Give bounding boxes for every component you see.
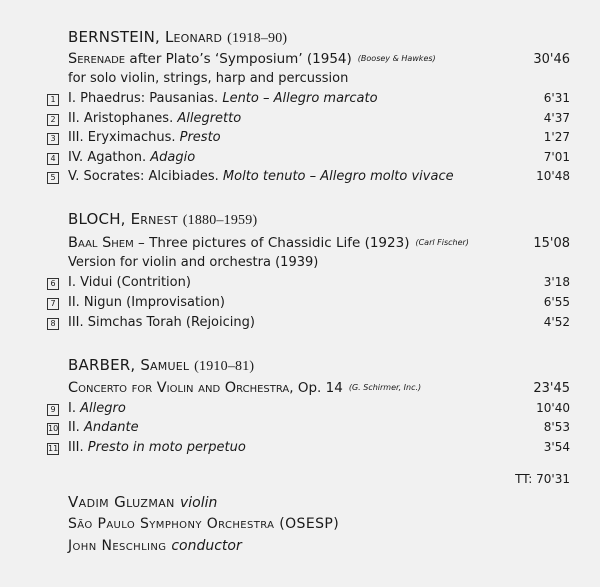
composer-dates: (1880–1959)	[182, 213, 258, 228]
work-title-line	[68, 380, 421, 396]
track-number-box: 11	[48, 444, 59, 453]
track-title-text: V. Socrates: Alcibiades.	[68, 169, 223, 184]
track-duration: 10'40	[536, 401, 570, 415]
work-title-rest: , Op. 14	[289, 380, 343, 396]
composer-heading	[68, 356, 254, 375]
work-subtitle: Version for violin and orchestra (1939)	[68, 255, 319, 270]
publisher: (G. Schirmer, Inc.)	[348, 383, 422, 392]
work-title-rest: – Three pictures of Chassidic Life (1923)	[133, 235, 410, 251]
work-title-line	[68, 51, 436, 67]
track-title	[68, 150, 195, 165]
track-duration: 7'01	[543, 150, 570, 164]
track-title-text: II.	[68, 420, 84, 435]
performer-role: violin	[179, 495, 218, 511]
performer-name: Vadim Gluzman	[68, 493, 175, 511]
composer-dates: (1910–81)	[194, 359, 255, 374]
track-number-box: 8	[47, 318, 59, 330]
track-row[interactable]	[0, 91, 600, 111]
track-title-text: III.	[68, 440, 88, 455]
track-number-box: 9	[47, 404, 59, 416]
work-title: Concerto for Violin and Orchestra	[68, 380, 290, 396]
track-title	[68, 275, 191, 290]
track-tempo: Andante	[83, 420, 139, 435]
performer-soloist	[68, 493, 217, 511]
track-title	[68, 111, 241, 126]
work-title: Serenade	[68, 51, 126, 67]
track-title-text: I. Vidui (Contrition)	[68, 275, 191, 290]
track-row[interactable]	[0, 275, 600, 295]
work-title-rest: after Plato’s ‘Symposium’ (1954)	[125, 51, 352, 67]
track-row[interactable]	[0, 169, 600, 189]
track-duration: 8'53	[543, 420, 570, 434]
total-time: TT: 70'31	[515, 472, 570, 486]
track-number-box: 1	[47, 94, 59, 106]
work-duration: 30'46	[533, 52, 570, 67]
composer-surname: BARBER,	[68, 356, 136, 374]
work-duration: 23'45	[533, 381, 570, 396]
publisher: (Carl Fischer)	[415, 238, 469, 247]
composer-heading	[68, 28, 287, 47]
track-number-box: 5	[47, 172, 59, 184]
track-title	[68, 440, 246, 455]
track-duration: 3'18	[543, 275, 570, 289]
track-title-text: III. Eryximachus.	[68, 130, 180, 145]
composer-heading	[68, 210, 257, 229]
performer-role: conductor	[171, 538, 242, 554]
track-tempo: Presto	[179, 130, 221, 145]
track-duration: 3'54	[543, 440, 570, 454]
track-title	[68, 91, 378, 106]
track-duration: 4'52	[543, 315, 570, 329]
track-duration: 6'55	[543, 295, 570, 309]
track-title	[68, 130, 221, 145]
track-title	[68, 420, 139, 435]
track-title-text: II. Nigun (Improvisation)	[68, 295, 225, 310]
track-tempo: Adagio	[150, 150, 196, 165]
track-tempo: Lento – Allegro marcato	[222, 91, 378, 106]
track-title-text: I. Phaedrus: Pausanias.	[68, 91, 223, 106]
performer-conductor	[68, 538, 242, 554]
track-row[interactable]	[0, 150, 600, 170]
track-row[interactable]	[0, 295, 600, 315]
track-tempo: Allegro	[80, 401, 126, 416]
track-number-box: 3	[47, 133, 59, 145]
track-title	[68, 401, 126, 416]
track-title	[68, 295, 225, 310]
track-number-box: 10	[48, 424, 59, 433]
track-row[interactable]	[0, 440, 600, 460]
track-number-box: 6	[47, 278, 59, 290]
publisher: (Boosey & Hawkes)	[357, 54, 436, 63]
composer-dates: (1918–90)	[227, 31, 288, 46]
track-duration: 10'48	[536, 169, 570, 183]
track-number-box: 2	[47, 114, 59, 126]
track-title	[68, 169, 454, 184]
composer-surname: BLOCH,	[68, 210, 126, 228]
composer-first-name: Leonard	[164, 28, 223, 46]
track-number-box: 4	[47, 153, 59, 165]
track-row[interactable]	[0, 130, 600, 150]
composer-surname: BERNSTEIN,	[68, 28, 160, 46]
work-title-line	[68, 235, 469, 251]
track-tempo: Allegretto	[177, 111, 242, 126]
track-tempo: Presto in moto perpetuo	[87, 440, 246, 455]
performer-name: John Neschling	[68, 538, 167, 554]
track-title-text: II. Aristophanes.	[68, 111, 178, 126]
track-duration: 4'37	[543, 111, 570, 125]
work-subtitle: for solo violin, strings, harp and percussion	[68, 71, 349, 86]
track-title-text: III. Simchas Torah (Rejoicing)	[68, 315, 255, 330]
track-number-box: 7	[47, 298, 59, 310]
track-tempo: Molto tenuto – Allegro molto vivace	[222, 169, 454, 184]
track-duration: 6'31	[543, 91, 570, 105]
performer-orchestra	[68, 516, 339, 532]
composer-first-name: Samuel	[140, 356, 190, 374]
track-row[interactable]	[0, 315, 600, 335]
work-title: Baal Shem	[68, 235, 134, 251]
track-row[interactable]	[0, 401, 600, 421]
work-duration: 15'08	[533, 236, 570, 251]
track-duration: 1'27	[543, 130, 570, 144]
composer-first-name: Ernest	[130, 210, 178, 228]
track-row[interactable]	[0, 111, 600, 131]
performer-name: São Paulo Symphony Orchestra (OSESP)	[68, 516, 340, 532]
track-row[interactable]	[0, 420, 600, 440]
track-title	[68, 315, 255, 330]
track-title-text: IV. Agathon.	[68, 150, 151, 165]
track-title-text: I.	[68, 401, 81, 416]
